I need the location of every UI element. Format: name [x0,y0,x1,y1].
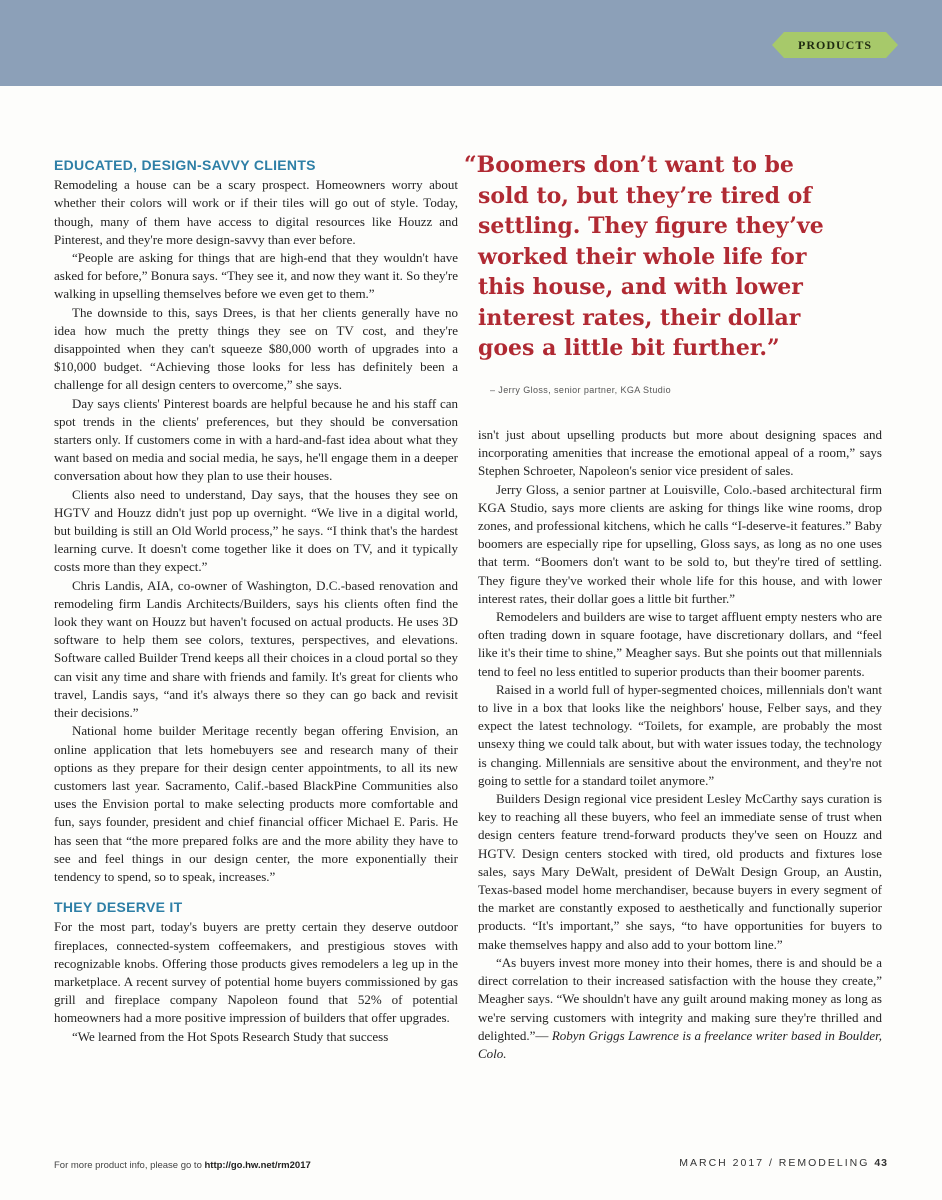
pull-quote [464,150,878,364]
paragraph-text: “As buyers invest more money into their homes, there is and should be a direct correlation to their increased satisfaction with the house they create,” Meagher says. “We shouldn't have any guilt around making money as long as we're serving customers with integrity and making sure they're thrilled and delighted.”— [478,954,882,1043]
paragraph: The downside to this, says Drees, is that her clients generally have no idea how much the pretty things they see on TV cost, and they're disappointed when they can't squeeze $80,000 worth of upgrades into a $10,000 budget. “Achieving those looks for less has definitely been a challenge for all design centers to overcome,” she says. [54,304,458,393]
paragraph: Day says clients' Pinterest boards are helpful because he and his staff can spot trends in the clients' preferences, but they should be conversation starters only. If customers come in with a hard-and-fast idea about what they want based on media and social media, he says, he'll engage them in a deeper conversation about how they plan to use their houses. [54,395,458,484]
left-column [54,156,458,1046]
page-number: 43 [874,1157,888,1169]
right-column [478,426,882,1063]
footer-link[interactable]: http://go.hw.net/rm2017 [204,1160,311,1171]
paragraph: Clients also need to understand, Day says, that the houses they see on HGTV and Houzz didn't just pop up overnight. “We live in a digital world, but building is still an Old World process,” he says. “I think that's the hardest learning curve. It doesn't come together like it does on TV, and it typically costs more than they expect.” [54,486,458,575]
pull-quote-line: sold to, but they’re tired of [478,182,812,209]
paragraph: National home builder Meritage recently began offering Envision, an online application that lets homebuyers see and research many of their options as they prepare for their design center appointments, to all its new customers last year. Sacramento, Calif.-based BlackPine Communities also uses the Envision portal to make selecting products more comfortable and fun, says founder, president and chief financial officer Michael E. Paris. He has seen that “the more prepared folks are and the more ability they have to see and feel things in our design center, the more exponentially their tendency to spend, so to speak, increases.” [54,723,458,884]
section-badge: PRODUCTS [784,32,886,58]
pull-quote-line: interest rates, their dollar [478,304,801,331]
paragraph [478,954,882,1063]
paragraph: “People are asking for things that are high-end that they wouldn't have asked for before,” Bonura says. “They see it, and now they want it. So they're walking in upselling themselves before we even get to them.” [54,250,458,302]
paragraph: Remodelers and builders are wise to target affluent empty nesters who are often trading down in square footage, have discretionary dollars, and “feel like it's their time to shine,” Meagher says. But she points out that millennials tend to feel no less entitled to superior products than their boomer parents. [478,609,882,679]
section-heading: THEY DESERVE IT [54,899,183,916]
pull-quote-line: worked their whole life for [478,243,807,270]
footer-folio [679,1157,888,1169]
footer-text: For more product info, please go to [54,1160,202,1171]
pull-quote-attribution: – Jerry Gloss, senior partner, KGA Studio [490,385,671,395]
author-byline: Robyn Griggs Lawrence is a freelance writer based in Boulder, Colo. [478,1027,882,1061]
paragraph: “We learned from the Hot Spots Research Study that success [72,1028,389,1044]
pull-quote-line: settling. They figure they’ve [478,213,824,239]
pull-quote-line: “Boomers don’t want to be [464,152,794,178]
paragraph: Builders Design regional vice president Lesley McCarthy says curation is key to reaching all these buyers, who feel an immediate sense of trust when design centers feature trend-forward products they've seen on Houzz and HGTV. Design centers stocked with tired, old products and fixtures lose sales, says Mary DeWalt, president of DeWalt Design Group, an Austin, Texas-based model home merchandiser, because buyers in every segment of the market are constantly exposed to aesthetically and functionally superior products. “It's important,” she says, “to have opportunities for buyers to make themselves happy and also add to your bottom line.” [478,791,882,952]
pull-quote-line: goes a little bit further.” [478,335,780,361]
footer-issue: MARCH 2017 / REMODELING [679,1157,870,1169]
pull-quote-line: this house, and with lower [478,274,803,300]
paragraph: Remodeling a house can be a scary prospect. Homeowners worry about whether their colors will work or if their tiles will go out of style. Today, though, many of them have access to digital resources like Houzz and Pinterest, and they're more design-savvy than ever before. [54,177,458,247]
paragraph: Chris Landis, AIA, co-owner of Washington, D.C.-based renovation and remodeling firm Landis Architects/Builders, says his clients often find the look they want on Houzz but haven't focused on actual products. He uses 3D software to help them see colors, textures, perspectives, and elevations. Software called Builder Trend keeps all their choices in a cloud portal so they can visit any time and share with friends and family. It's great for clients who travel, Landis says, “and it's always there so they can go back and revisit their decisions.” [54,577,458,721]
paragraph: For the most part, today's buyers are pretty certain they deserve outdoor fireplaces, connected-system coffeemakers, and prestigious stoves with recognizable knobs. Offering those products gives remodelers a leg up in the marketplace. A recent survey of potential home buyers commissioned by gas grill and fireplace company Napoleon found that 52% of potential homeowners had a more positive impression of builders that offer upgrades. [54,919,458,1026]
section-heading: EDUCATED, DESIGN-SAVVY CLIENTS [54,157,316,173]
paragraph: Jerry Gloss, a senior partner at Louisville, Colo.-based architectural firm KGA Studio, says more clients are asking for things like wine rooms, drop zones, and professional kitchens, which he calls “I-deserve-it features.” Baby boomers are especially ripe for upselling, Gloss says, as long as no one uses that term. “Boomers don't want to be sold to, but they're tired of settling. They figure they've worked their whole life for this house, and with lower interest rates, their dollar goes a little bit further.” [478,481,882,606]
paragraph: isn't just about upselling products but more about designing spaces and incorporating amenities that increase the emotional appeal of a room,” says Stephen Schroeter, Napoleon's senior vice president of sales. [478,427,882,479]
paragraph: Raised in a world full of hyper-segmented choices, millennials don't want to live in a box that looks like the neighbors' house, Felber says, and they expect the latest technology. “Toilets, for example, are probably the most unsexy thing we could talk about, but with water issues today, the technology is changing. Millennials are sensitive about the environment, and they're not going to settle for a standard toilet anymore.” [478,681,882,788]
footer-product-info [54,1160,311,1171]
